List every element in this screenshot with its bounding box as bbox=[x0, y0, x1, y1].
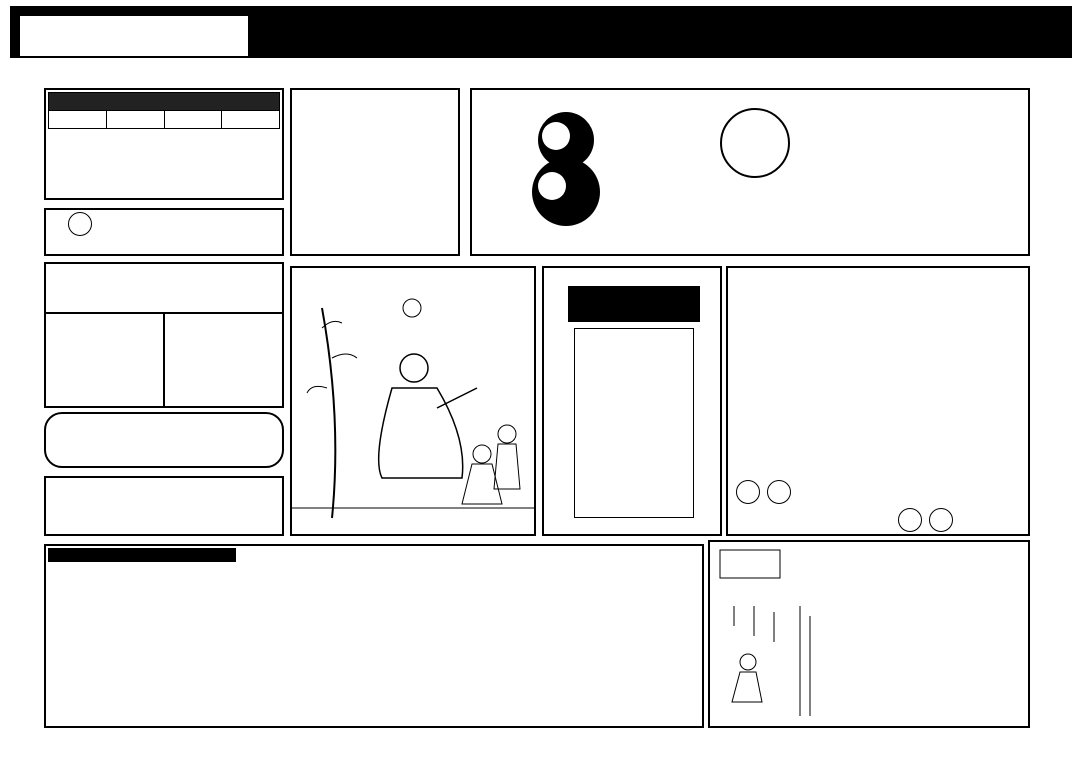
treasure-title bbox=[568, 286, 700, 322]
analysis-left-text bbox=[736, 302, 876, 502]
monk-illustration bbox=[290, 266, 536, 536]
history-table bbox=[48, 92, 280, 129]
marksix-strip-right bbox=[1040, 86, 1062, 736]
analysis-ball bbox=[898, 508, 922, 532]
monk-drawing bbox=[292, 268, 534, 534]
analysis-balls-right bbox=[898, 508, 955, 536]
special-right bbox=[165, 314, 282, 408]
draw-results-panel bbox=[44, 544, 704, 728]
story-panel bbox=[708, 540, 1030, 728]
masthead-bar bbox=[10, 6, 1072, 58]
fortune-panel bbox=[290, 88, 460, 256]
history-header bbox=[222, 111, 280, 129]
seal-stamp bbox=[720, 108, 790, 178]
treasure-panel bbox=[542, 266, 722, 536]
test-special-ball bbox=[68, 212, 92, 236]
history-header bbox=[49, 111, 107, 129]
history-table-title bbox=[49, 93, 280, 111]
special-left bbox=[46, 314, 165, 408]
footer-text bbox=[0, 738, 1080, 766]
analysis-balls-left bbox=[736, 480, 793, 508]
analysis-right-text bbox=[886, 302, 1026, 502]
ball-figure-8 bbox=[516, 100, 616, 240]
special-open-title bbox=[46, 264, 282, 314]
test-numbers-panel bbox=[44, 208, 284, 256]
dot-grid bbox=[238, 548, 702, 726]
analysis-ball bbox=[929, 508, 953, 532]
treasure-scroll bbox=[574, 328, 694, 518]
gift-panel bbox=[44, 476, 284, 536]
story-illustration bbox=[714, 546, 834, 722]
history-table-panel bbox=[44, 88, 284, 200]
draw-results-title bbox=[48, 548, 236, 562]
special-numbers-panel bbox=[44, 412, 284, 468]
title-banner bbox=[470, 88, 1030, 256]
notice-box bbox=[18, 14, 250, 58]
analysis-ball bbox=[767, 480, 791, 504]
history-header bbox=[164, 111, 222, 129]
marksix-strip-top bbox=[10, 60, 1072, 82]
marksix-strip-left bbox=[14, 86, 36, 736]
analysis-ball bbox=[736, 480, 760, 504]
special-open-panel bbox=[44, 262, 284, 408]
history-header bbox=[106, 111, 164, 129]
analysis-panel bbox=[726, 266, 1030, 536]
